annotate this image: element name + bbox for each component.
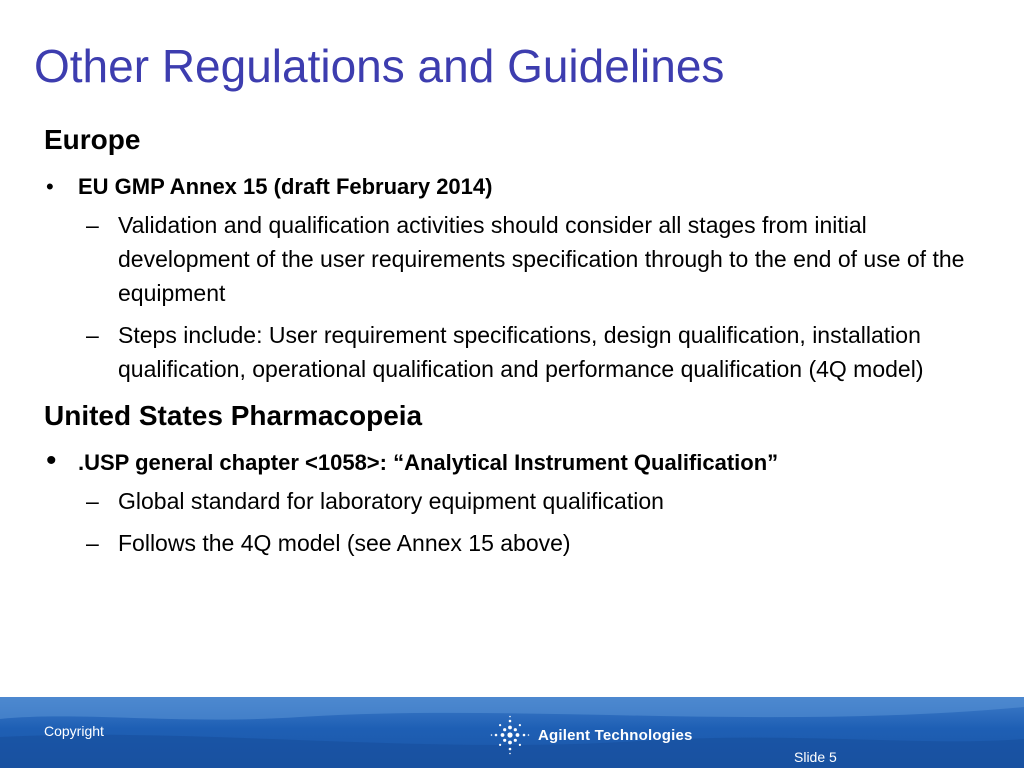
bullet-text: EU GMP Annex 15 (draft February 2014) [78, 174, 493, 199]
bullet-text: .USP general chapter <1058>: “Analytical Instrument Qualification” [78, 450, 779, 475]
subitem-validation-activities [44, 208, 994, 310]
subitem-text: Validation and qualification activities should consider all stages from initial development of the user requirements specification through to the end of use of the equipment [118, 212, 965, 306]
sub-mark: – [86, 212, 99, 238]
subitem-global-standard [44, 484, 994, 518]
subitem-text: Steps include: User requirement specifications, design qualification, installation qualification, operational qualification and performance qualification (4Q model) [118, 322, 924, 382]
slide-footer [0, 697, 1024, 768]
sub-mark: – [86, 322, 99, 348]
sub-mark: – [86, 530, 99, 556]
subitem-text: Follows the 4Q model (see Annex 15 above) [118, 530, 571, 556]
section-heading-europe: Europe [44, 124, 141, 155]
sub-mark: – [86, 488, 99, 514]
agilent-spark-icon [490, 715, 530, 755]
slide-title: Other Regulations and Guidelines [34, 40, 725, 92]
bullet-mark: • [46, 444, 57, 477]
section-heading-usp: United States Pharmacopeia [44, 400, 423, 431]
bullet-mark: • [46, 174, 54, 199]
copyright-text: Copyright [44, 723, 104, 739]
brand-logo-group [490, 715, 693, 755]
subitem-follows-4q-model [44, 526, 994, 560]
slide-number: Slide 5 [794, 749, 837, 765]
subitem-text: Global standard for laboratory equipment qualification [118, 488, 664, 514]
subitem-steps-include [44, 318, 994, 386]
brand-name: Agilent Technologies [538, 726, 693, 744]
bullet-eu-gmp-annex-15 [44, 170, 994, 204]
slide-content [44, 122, 994, 568]
bullet-usp-chapter-1058 [44, 446, 994, 480]
